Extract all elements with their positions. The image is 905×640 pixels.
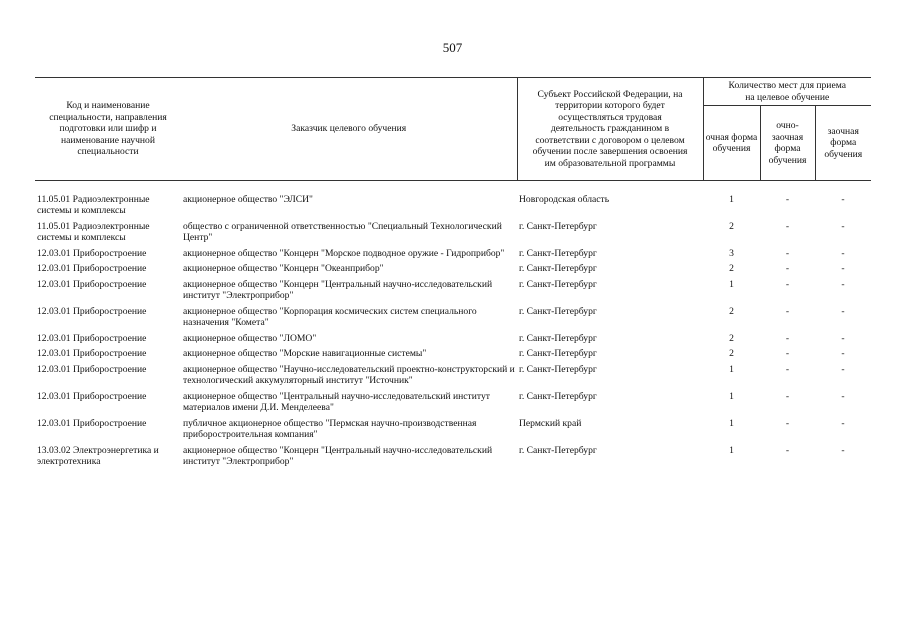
header-part-time: очно-заочная форма обучения <box>760 106 815 181</box>
cell-full-time: 2 <box>729 348 734 359</box>
table-row <box>35 388 871 415</box>
table-row <box>35 415 871 442</box>
table-row <box>35 245 871 261</box>
table-body <box>35 191 871 469</box>
header-subject: Субъект Российской Федерации, на территории которого будет осуществляться трудовая деятельность гражданином в соответствии с договором о целевом обучении после завершения освоения им образовательной программы <box>517 78 703 181</box>
admission-quota-table <box>35 77 871 469</box>
cell-distance: - <box>841 363 845 375</box>
table-row <box>35 218 871 245</box>
cell-code: 12.03.01 Приборостроение <box>37 417 147 429</box>
cell-code: 12.03.01 Приборостроение <box>37 363 147 375</box>
cell-part-time: - <box>785 220 790 232</box>
cell-code: 12.03.01 Приборостроение <box>37 348 147 359</box>
cell-customer: акционерное общество "Корпорация космических систем специального назначения "Комета" <box>183 305 477 328</box>
cell-part-time: - <box>785 390 790 402</box>
header-places: Количество мест для приема на целевое обучение <box>703 78 871 106</box>
cell-distance: - <box>841 193 845 205</box>
cell-part-time: - <box>785 444 790 456</box>
cell-subject: г. Санкт-Петербург <box>519 444 597 456</box>
table-row <box>35 346 871 362</box>
cell-part-time: - <box>785 263 790 274</box>
cell-customer: публичное акционерное общество "Пермская научно-производственная приборостроительная компания" <box>183 417 477 440</box>
cell-code: 11.05.01 Радиоэлектронные системы и комплексы <box>37 193 150 216</box>
cell-subject: г. Санкт-Петербург <box>519 263 597 274</box>
cell-distance: - <box>841 390 845 402</box>
cell-full-time: 1 <box>729 390 734 402</box>
cell-subject: г. Санкт-Петербург <box>519 390 597 402</box>
cell-part-time: - <box>785 363 790 375</box>
table-row <box>35 276 871 303</box>
cell-subject: г. Санкт-Петербург <box>519 220 597 232</box>
cell-full-time: 1 <box>729 193 734 205</box>
cell-code: 13.03.02 Электроэнергетика и электротехника <box>37 444 159 467</box>
cell-code: 12.03.01 Приборостроение <box>37 263 147 274</box>
cell-customer: акционерное общество "Концерн "Центральный научно-исследовательский институт "Электроприбор" <box>183 444 493 467</box>
header-distance: заочная форма обучения <box>815 106 871 181</box>
cell-subject: г. Санкт-Петербург <box>519 278 597 290</box>
cell-part-time: - <box>785 305 790 317</box>
cell-code: 12.03.01 Приборостроение <box>37 390 147 402</box>
table-header <box>35 78 871 192</box>
cell-subject: г. Санкт-Петербург <box>519 305 597 317</box>
table-row <box>35 191 871 218</box>
cell-part-time: - <box>785 332 790 344</box>
header-full-time: очная форма обучения <box>703 106 760 181</box>
cell-subject: г. Санкт-Петербург <box>519 348 597 359</box>
cell-full-time: 1 <box>729 444 734 456</box>
cell-part-time: - <box>785 417 790 429</box>
cell-full-time: 2 <box>729 332 734 344</box>
cell-distance: - <box>841 444 845 456</box>
cell-part-time: - <box>785 278 790 290</box>
cell-part-time: - <box>785 193 790 205</box>
cell-customer: акционерное общество "Концерн "Океанприбор" <box>183 263 384 274</box>
cell-subject: Пермский край <box>519 417 582 429</box>
cell-customer: акционерное общество "ЛОМО" <box>183 332 317 344</box>
cell-customer: акционерное общество "Концерн "Морское подводное оружие - Гидроприбор" <box>183 247 505 259</box>
cell-subject: г. Санкт-Петербург <box>519 332 597 344</box>
cell-code: 11.05.01 Радиоэлектронные системы и комплексы <box>37 220 150 243</box>
cell-code: 12.03.01 Приборостроение <box>37 332 147 344</box>
cell-code: 12.03.01 Приборостроение <box>37 278 147 290</box>
cell-customer: акционерное общество "Концерн "Центральный научно-исследовательский институт "Электроприбор" <box>183 278 493 301</box>
cell-distance: - <box>841 278 845 290</box>
table-row <box>35 261 871 277</box>
cell-distance: - <box>841 247 845 259</box>
cell-distance: - <box>841 305 845 317</box>
header-customer: Заказчик целевого обучения <box>181 78 517 181</box>
cell-full-time: 3 <box>729 247 734 259</box>
cell-customer: акционерное общество "ЭЛСИ" <box>183 193 313 205</box>
cell-part-time: - <box>785 348 790 359</box>
cell-subject: Новгородская область <box>519 193 610 205</box>
cell-distance: - <box>841 263 845 274</box>
cell-customer: акционерное общество "Морские навигационные системы" <box>183 348 427 359</box>
cell-code: 12.03.01 Приборостроение <box>37 247 147 259</box>
cell-customer: акционерное общество "Научно-исследовательский проектно-конструкторский и технологический аккумуляторный институт "Источник" <box>183 363 515 386</box>
cell-distance: - <box>841 417 845 429</box>
cell-full-time: 1 <box>729 417 734 429</box>
table-row <box>35 442 871 469</box>
cell-full-time: 1 <box>729 363 734 375</box>
table-row <box>35 303 871 330</box>
table-row <box>35 330 871 346</box>
cell-subject: г. Санкт-Петербург <box>519 363 597 375</box>
cell-distance: - <box>841 348 845 359</box>
cell-part-time: - <box>785 247 790 259</box>
cell-full-time: 2 <box>729 263 734 274</box>
cell-distance: - <box>841 220 845 232</box>
table-row <box>35 361 871 388</box>
page-number: 507 <box>442 40 463 55</box>
cell-customer: общество с ограниченной ответственностью "Специальный Технологический Центр" <box>183 220 502 243</box>
cell-customer: акционерное общество "Центральный научно-исследовательский институт материалов имени Д.И. Менделеева" <box>183 390 490 413</box>
cell-full-time: 2 <box>729 220 734 232</box>
cell-subject: г. Санкт-Петербург <box>519 247 597 259</box>
cell-full-time: 2 <box>729 305 734 317</box>
cell-distance: - <box>841 332 845 344</box>
header-code: Код и наименование специальности, направления подготовки или шифр и наименование научной специальности <box>35 78 181 181</box>
cell-full-time: 1 <box>729 278 734 290</box>
cell-code: 12.03.01 Приборостроение <box>37 305 147 317</box>
